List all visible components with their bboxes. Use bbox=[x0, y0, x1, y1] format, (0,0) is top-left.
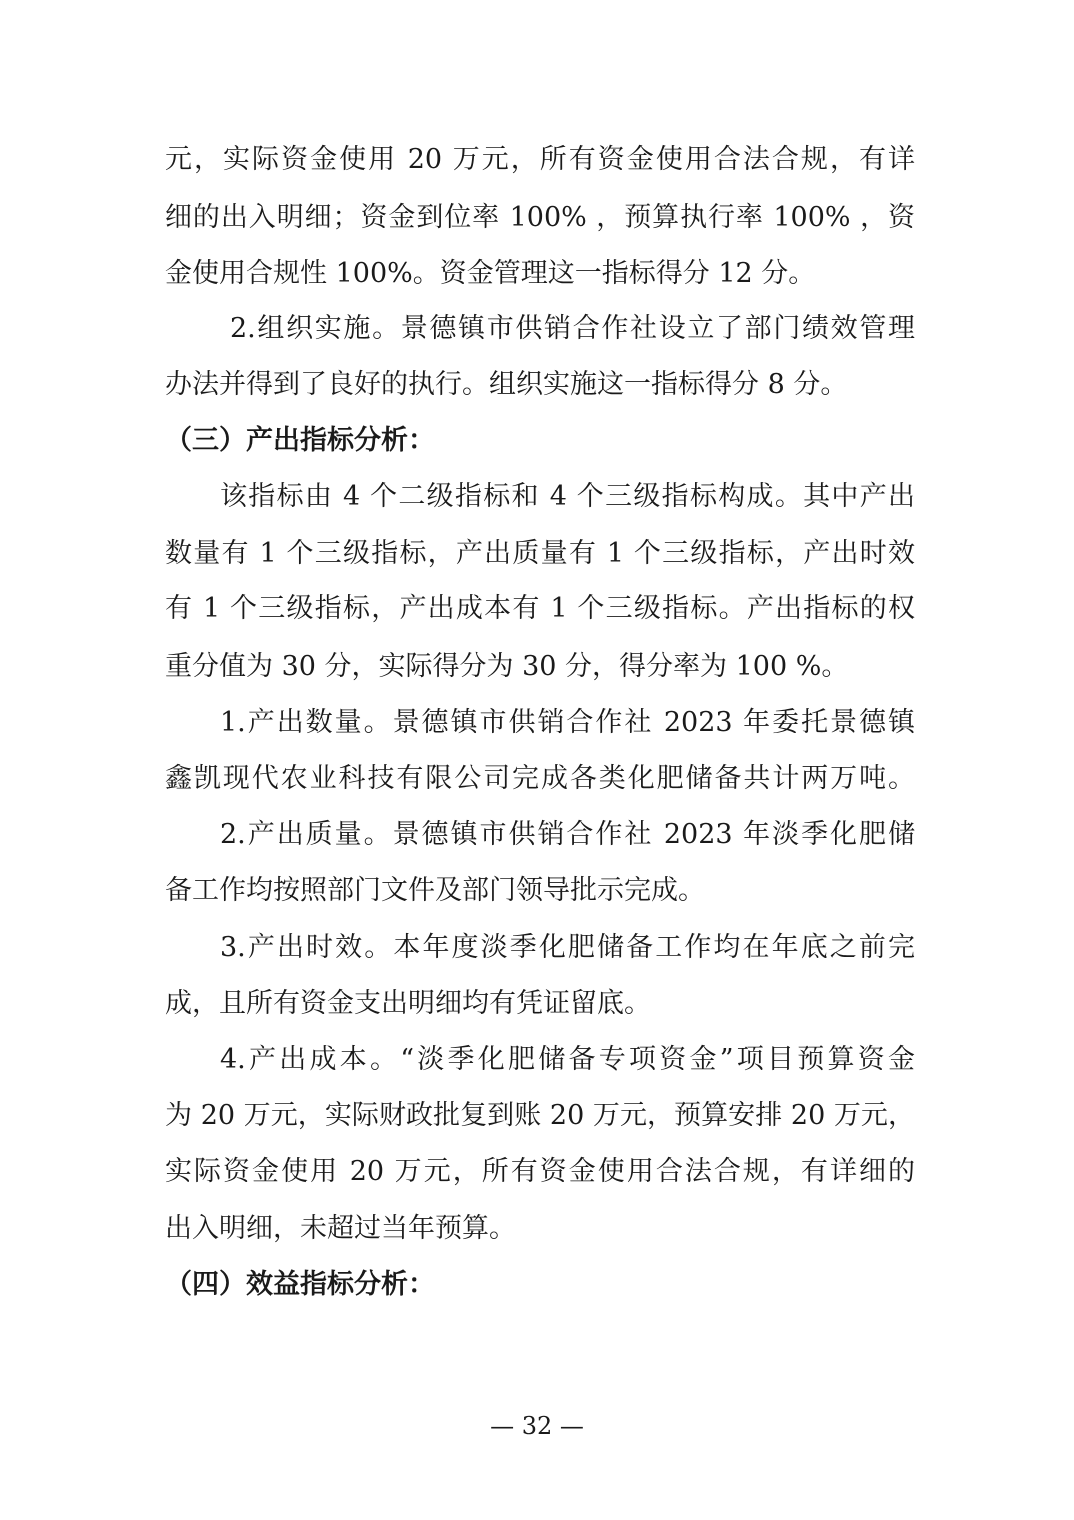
paragraph-output-quantity: 1.产出数量。景德镇市供销合作社 2023 年委托景德镇 bbox=[220, 707, 915, 738]
body-text-line: 金使用合规性 100%。资金管理这一指标得分 12 分。 bbox=[165, 258, 816, 289]
body-text-line: 重分值为 30 分，实际得分为 30 分，得分率为 100 %。 bbox=[165, 651, 849, 682]
paragraph-output-timeliness: 3.产出时效。本年度淡季化肥储备工作均在年底之前完 bbox=[220, 932, 915, 963]
body-text-line: 出入明细，未超过当年预算。 bbox=[165, 1213, 516, 1244]
body-text-line: 办法并得到了良好的执行。组织实施这一指标得分 8 分。 bbox=[165, 369, 848, 400]
paragraph-output-quality: 2.产出质量。景德镇市供销合作社 2023 年淡季化肥储 bbox=[220, 819, 915, 850]
paragraph-output-cost: 4.产出成本。“淡季化肥储备专项资金”项目预算资金 bbox=[220, 1044, 915, 1075]
page-number: — 32 — bbox=[490, 1412, 584, 1440]
body-text-line: 有 1 个三级指标，产出成本有 1 个三级指标。产出指标的权 bbox=[165, 593, 915, 624]
paragraph-organization-implementation: 2.组织实施。景德镇市供销合作社设立了部门绩效管理 bbox=[230, 313, 915, 344]
paragraph-output-overview: 该指标由 4 个二级指标和 4 个三级指标构成。其中产出 bbox=[220, 481, 915, 512]
body-text-line: 细的出入明细；资金到位率 100% ，预算执行率 100% ，资 bbox=[165, 202, 915, 233]
body-text-line: 成，且所有资金支出明细均有凭证留底。 bbox=[165, 988, 651, 1019]
body-text-line: 鑫凯现代农业科技有限公司完成各类化肥储备共计两万吨。 bbox=[165, 763, 915, 794]
body-text-line: 实际资金使用 20 万元，所有资金使用合法合规，有详细的 bbox=[165, 1156, 915, 1187]
body-text-line: 元，实际资金使用 20 万元，所有资金使用合法合规，有详 bbox=[165, 144, 915, 175]
section-heading-output-indicators: （三）产出指标分析： bbox=[165, 425, 435, 456]
body-text-line: 为 20 万元，实际财政批复到账 20 万元，预算安排 20 万元， bbox=[165, 1100, 915, 1131]
section-heading-benefit-indicators: （四）效益指标分析： bbox=[165, 1269, 435, 1300]
body-text-line: 数量有 1 个三级指标，产出质量有 1 个三级指标，产出时效 bbox=[165, 538, 915, 569]
body-text-line: 备工作均按照部门文件及部门领导批示完成。 bbox=[165, 875, 705, 906]
